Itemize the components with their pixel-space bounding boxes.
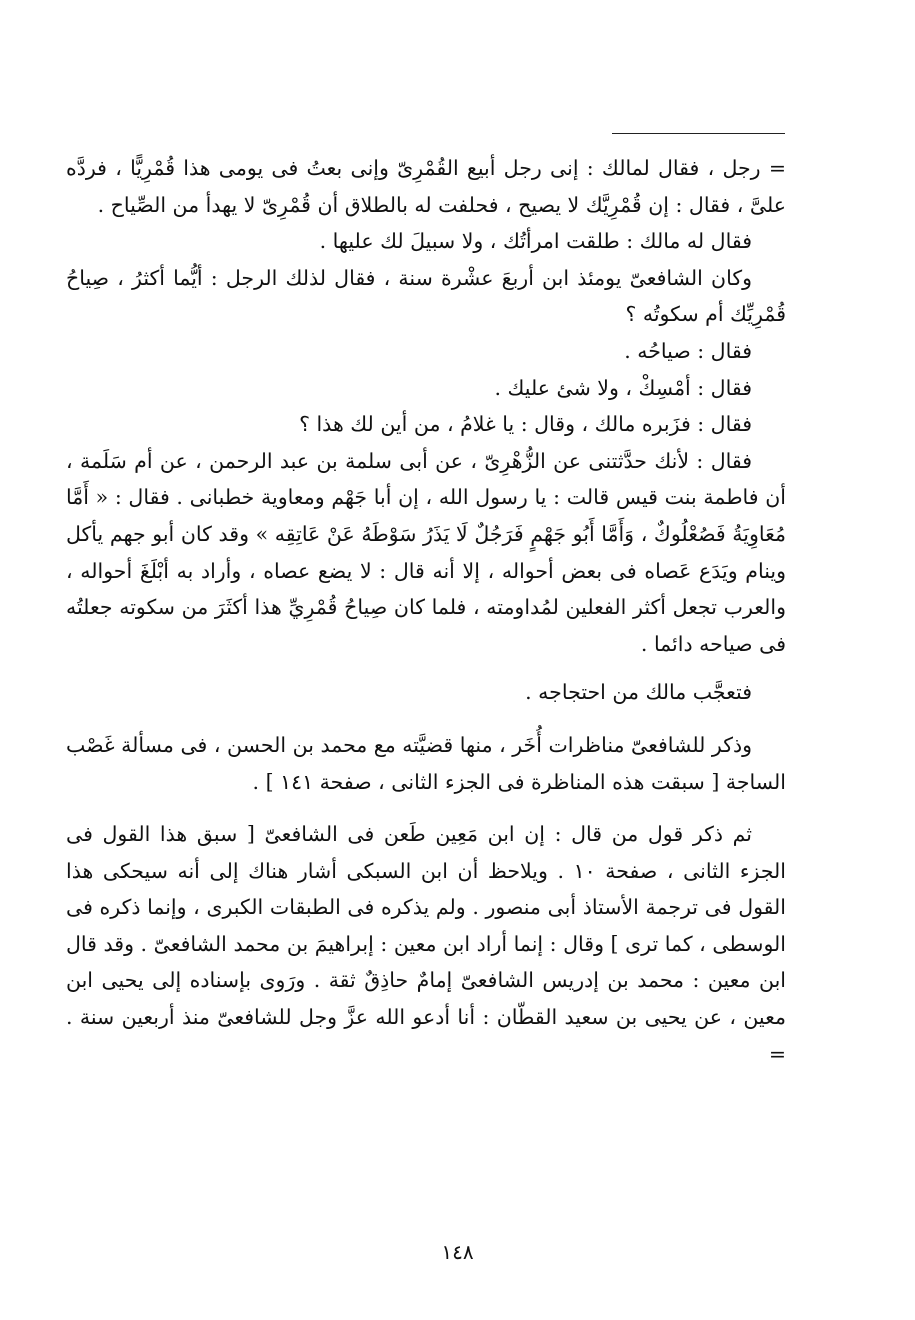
paragraph-6: فقال : فزَبره مالك ، وقال : يا غلامُ ، من أين لك هذا ؟ xyxy=(299,412,752,437)
paragraph-2: فقال له مالك : طلقت امرأتُك ، ولا سبيلَ لك عليها . xyxy=(319,229,752,254)
paragraph-5: فقال : أمْسِكْ ، ولا شئ عليك . xyxy=(494,375,752,400)
footnote-divider-rule xyxy=(612,133,785,134)
paragraph-8: فتعجَّب مالك من احتجاجه . xyxy=(525,680,752,705)
paragraph-3: وكان الشافعىّ يومئذ ابن أربعَ عشْرة سنة ، فقال لذلك الرجل : أيُّما أكثرُ ، صِياحُ قُمْرِيِّك أم سكوتُه ؟ xyxy=(66,265,786,327)
body-text xyxy=(66,150,786,1072)
paragraph-10: ثم ذكر قول من قال : إن ابن مَعِين طَعن فى الشافعىّ [ سبق هذا القول فى الجزء الثانى ، صفحة ١٠ . ويلاحظ أن ابن السبكى أشار هناك إلى أنه سيحكى هذا القول فى ترجمة الأستاذ أبى منصور . ولم يذكره فى الطبقات الكبرى ، وإنما ذكره فى الوسطى ، كما ترى ] وقال : إنما أراد ابن معين : إبراهيمَ بن محمد الشافعىّ . وقد قال ابن معين : محمد بن إدريس الشافعىّ إمامٌ حاذِقٌ ثقة . ورَوى بإسناده إلى يحيى ابن معين ، عن يحيى بن سعيد القطّان : أنا أدعو الله عزَّ وجل للشافعىّ منذ أربعين سنة . = xyxy=(66,822,787,1066)
paragraph-7: فقال : لأنك حدَّثتنى عن الزُّهْرِىّ ، عن أبى سلمة بن عبد الرحمن ، عن أم سَلَمة ، أن فاطمة بنت قيس قالت : يا رسول الله ، إن أبا جَهْم ومعاوية خطبانى . فقال : « أَمَّا مُعَاوِيَةُ فَصُعْلُوكٌ ، وَأَمَّا أَبُو جَهْمٍ فَرَجُلٌ لَا يَذَرُ سَوْطَهُ عَنْ عَاتِقِه » وقد كان أبو جهم يأكل وينام ويَدَع عَصاه فى بعض أحواله ، إلا أنه قال : لا يضع عصاه ، وأراد به أبْلَغَ أحواله ، والعرب تجعل أكثر الفعلين لمُداومته ، فلما كان صِياحُ قُمْرِيِّ هذا أكثَرَ من سكوته جعلتُه فى صياحه دائما . xyxy=(66,448,786,656)
paragraph-9: وذكر للشافعىّ مناظرات أُخَر ، منها قضيَّته مع محمد بن الحسن ، فى مسألة غَصْب الساجة [ سبقت هذه المناظرة فى الجزء الثانى ، صفحة ١٤١ ] . xyxy=(66,732,786,794)
paragraph-4: فقال : صياحُه . xyxy=(624,338,752,363)
page-number: ١٤٨ xyxy=(441,1240,474,1264)
paragraph-1: = رجل ، فقال لمالك : إنى رجل أبيع القُمْرِىّ وإنى بعتُ فى يومى هذا قُمْرِيًّا ، فردَّه علىَّ ، فقال : إن قُمْرِيَّك لا يصيح ، فحلفت له بالطلاق أن قُمْرِىّ لا يهدأ من الصِّياح . xyxy=(66,156,786,217)
